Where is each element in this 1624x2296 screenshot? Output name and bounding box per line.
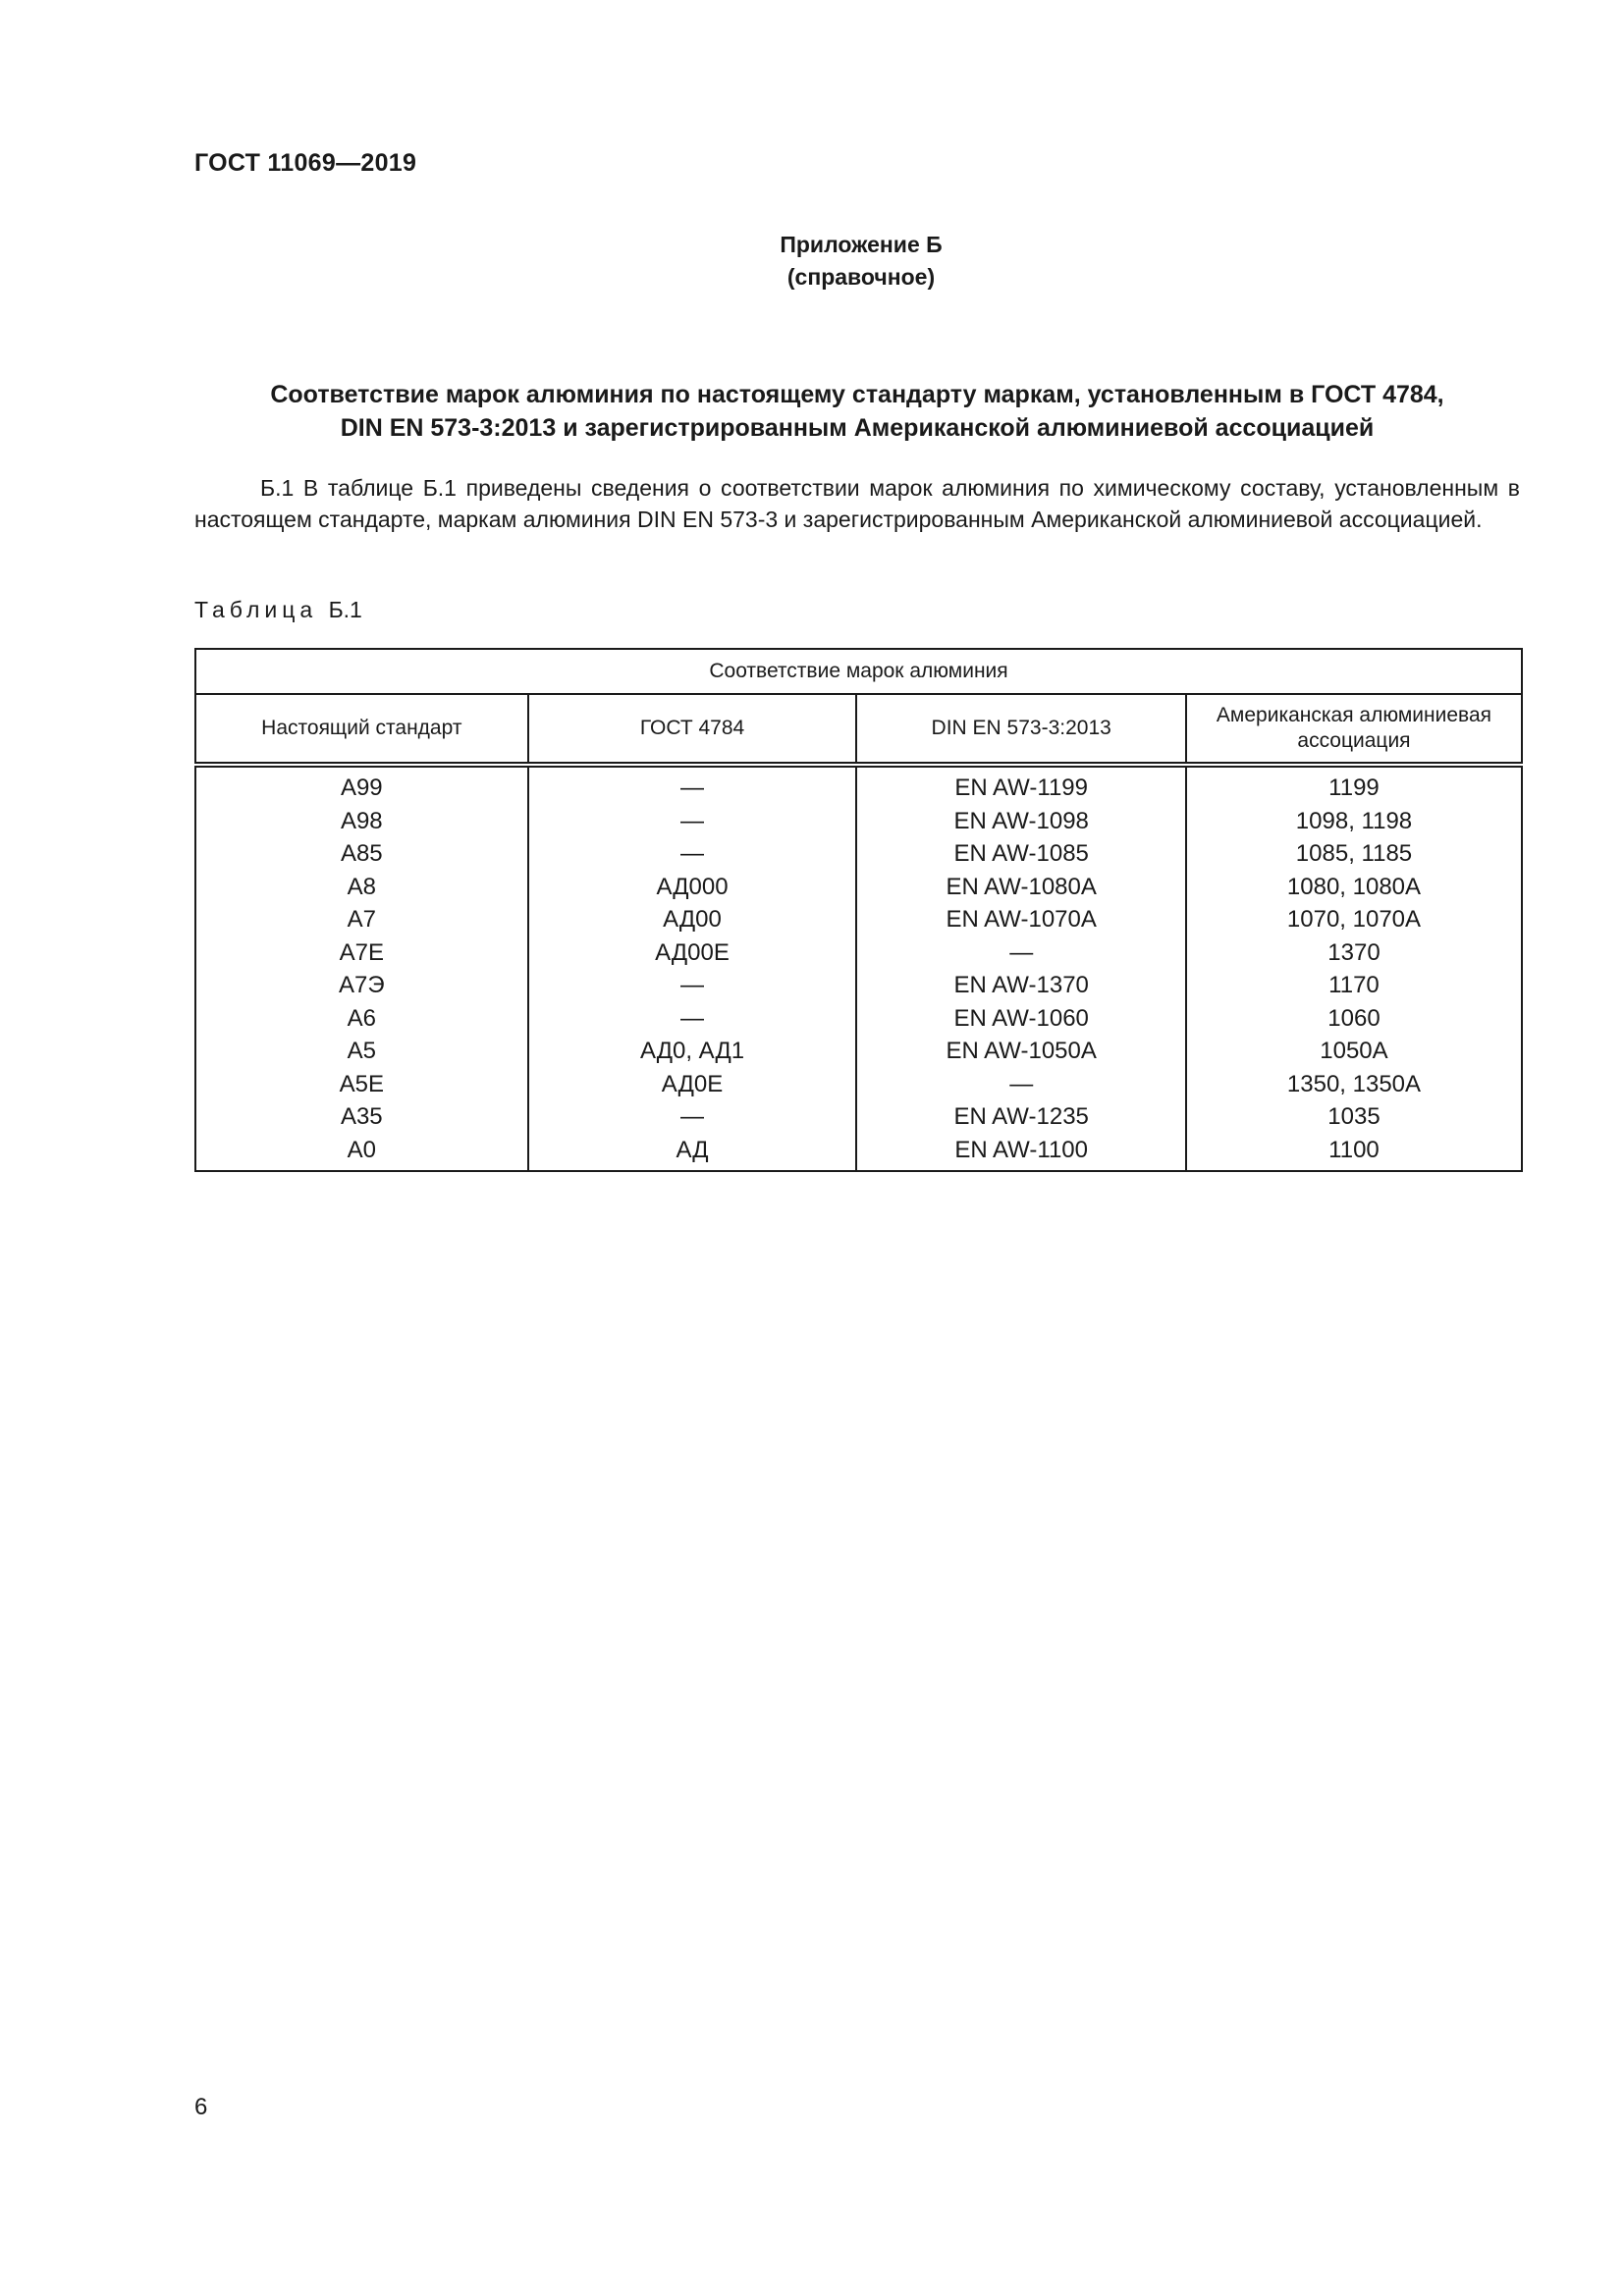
- table-cell: —: [856, 936, 1186, 970]
- table-cell: 1100: [1186, 1134, 1522, 1172]
- table-cell: 1060: [1186, 1002, 1522, 1036]
- table-cell: EN AW-1235: [856, 1100, 1186, 1134]
- table-cell: А5: [195, 1035, 528, 1068]
- table-cell: А85: [195, 837, 528, 871]
- grades-table: [194, 648, 1523, 1172]
- table-cell: А7Э: [195, 969, 528, 1002]
- table-cell: —: [528, 1100, 857, 1134]
- table-caption-number: Б.1: [328, 597, 362, 622]
- column-header-this-standard: Настоящий стандарт: [195, 694, 528, 765]
- table-cell: А98: [195, 805, 528, 838]
- table-row: [195, 1035, 1522, 1068]
- table-cell: 1350, 1350A: [1186, 1068, 1522, 1101]
- table-cell: —: [528, 969, 857, 1002]
- table-row: [195, 805, 1522, 838]
- table-cell: EN AW-1370: [856, 969, 1186, 1002]
- table-cell: EN AW-1098: [856, 805, 1186, 838]
- table-cell: АД000: [528, 871, 857, 904]
- table-cell: АД00: [528, 903, 857, 936]
- table-cell: 1370: [1186, 936, 1522, 970]
- table-cell: EN AW-1050A: [856, 1035, 1186, 1068]
- section-title-line-2: DIN EN 573-3:2013 и зарегистрированным Американской алюминиевой ассоциацией: [340, 414, 1375, 442]
- table-cell: EN AW-1060: [856, 1002, 1186, 1036]
- table-cell: —: [528, 1002, 857, 1036]
- table-cell: А35: [195, 1100, 528, 1134]
- table-cell: 1080, 1080A: [1186, 871, 1522, 904]
- table-caption: [194, 597, 362, 623]
- column-header-gost-4784: ГОСТ 4784: [528, 694, 857, 765]
- table-cell: А0: [195, 1134, 528, 1172]
- table-cell: А5Е: [195, 1068, 528, 1101]
- column-header-american-association: Американская алюминиевая ассоциация: [1186, 694, 1522, 765]
- section-title: [194, 378, 1520, 445]
- table-row: [195, 1068, 1522, 1101]
- table-row: [195, 1002, 1522, 1036]
- table-cell: 1098, 1198: [1186, 805, 1522, 838]
- table-cell: АД0Е: [528, 1068, 857, 1101]
- table-group-header: Соответствие марок алюминия: [195, 649, 1522, 694]
- table-cell: EN AW-1085: [856, 837, 1186, 871]
- appendix-title: Приложение Б: [780, 232, 943, 257]
- table-cell: 1199: [1186, 765, 1522, 805]
- table-cell: А8: [195, 871, 528, 904]
- table-cell: А99: [195, 765, 528, 805]
- table-caption-label: Таблица: [194, 597, 318, 622]
- table-row: [195, 871, 1522, 904]
- table-cell: EN AW-1080A: [856, 871, 1186, 904]
- table-cell: А6: [195, 1002, 528, 1036]
- table-cell: —: [528, 837, 857, 871]
- table-cell: 1070, 1070A: [1186, 903, 1522, 936]
- table-cell: —: [528, 765, 857, 805]
- table-cell: —: [528, 805, 857, 838]
- table-row: [195, 1134, 1522, 1172]
- table-cell: EN AW-1070A: [856, 903, 1186, 936]
- table-cell: А7Е: [195, 936, 528, 970]
- table-cell: 1085, 1185: [1186, 837, 1522, 871]
- table-row: [195, 765, 1522, 805]
- table-body: [195, 765, 1522, 1171]
- table-cell: EN AW-1100: [856, 1134, 1186, 1172]
- document-header: ГОСТ 11069—2019: [194, 149, 417, 177]
- table-cell: 1050A: [1186, 1035, 1522, 1068]
- page-number: 6: [194, 2094, 208, 2120]
- table-cell: 1170: [1186, 969, 1522, 1002]
- table-row: [195, 1100, 1522, 1134]
- table-cell: —: [856, 1068, 1186, 1101]
- appendix-subtitle: (справочное): [786, 264, 936, 290]
- body-paragraph: Б.1 В таблице Б.1 приведены сведения о соответствии марок алюминия по химическому составу, установленным в настоящем стандарте, маркам алюминия DIN EN 573-3 и зарегистрированным Американской алюминиевой ассоциацией.: [194, 475, 1520, 532]
- table-row: [195, 969, 1522, 1002]
- table-cell: А7: [195, 903, 528, 936]
- section-title-line-1: Соответствие марок алюминия по настоящему стандарту маркам, установленным в ГОСТ 4784,: [270, 381, 1444, 408]
- table-row: [195, 903, 1522, 936]
- table-cell: АД0, АД1: [528, 1035, 857, 1068]
- table-cell: EN AW-1199: [856, 765, 1186, 805]
- table-row: [195, 837, 1522, 871]
- table-cell: АД00Е: [528, 936, 857, 970]
- table-cell: АД: [528, 1134, 857, 1172]
- appendix-heading: [0, 229, 1624, 294]
- table-row: [195, 936, 1522, 970]
- table-cell: 1035: [1186, 1100, 1522, 1134]
- column-header-din-en: DIN EN 573-3:2013: [856, 694, 1186, 765]
